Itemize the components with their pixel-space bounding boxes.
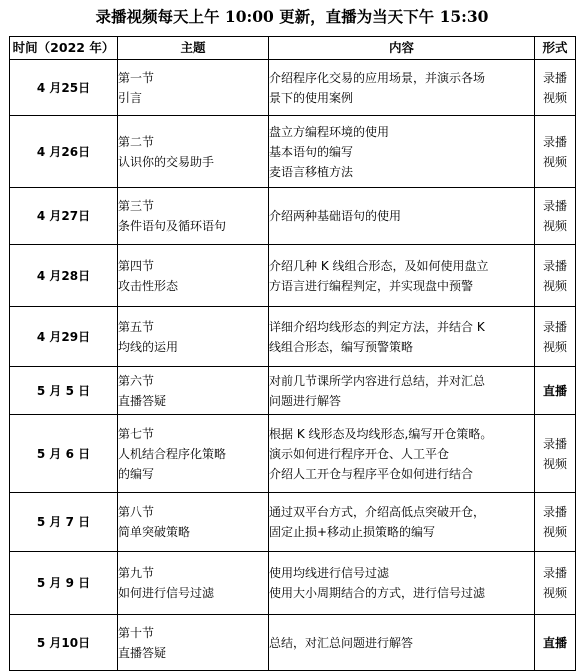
- table-body: [10, 60, 576, 671]
- table-row: [10, 307, 576, 367]
- content-cell: [269, 367, 535, 415]
- format-line: 录播: [542, 258, 567, 273]
- content-line: 固定止损+移动止损策略的编写: [269, 525, 436, 539]
- format-line: 录播: [542, 566, 567, 580]
- header-content: 内容: [269, 37, 535, 60]
- topic-cell: [118, 307, 269, 367]
- topic-line: 均线的运用: [118, 339, 179, 354]
- topic-line: 直播答疑: [118, 393, 167, 408]
- content-line: 演示如何进行程序开仓、人工平仓: [269, 446, 450, 461]
- topic-line: 简单突破策略: [118, 525, 191, 539]
- date-cell: 4 月26日: [10, 116, 118, 188]
- topic-cell: [118, 367, 269, 415]
- content-line: 问题进行解答: [269, 393, 342, 408]
- topic-line: 引言: [118, 90, 143, 105]
- content-cell: [269, 116, 535, 188]
- topic-cell: [118, 615, 269, 671]
- format-line: 视频: [542, 456, 567, 471]
- content-line: 对前几节课所学内容进行总结，并对汇总: [269, 373, 486, 388]
- content-line: 景下的使用案例: [269, 90, 354, 105]
- topic-line: 第一节: [118, 70, 155, 85]
- content-line: 基本语句的编写: [269, 144, 354, 159]
- topic-line: 第八节: [118, 505, 155, 519]
- format-cell: [535, 367, 576, 415]
- format-cell: [535, 493, 576, 552]
- format-line: 录播: [542, 199, 567, 213]
- content-line: 麦语言移植方法: [269, 164, 354, 179]
- header-topic: 主题: [118, 37, 269, 60]
- date-cell: 4 月28日: [10, 245, 118, 307]
- page-title: 录播视频每天上午 10:00 更新，直播为当天下午 15:30: [95, 7, 489, 26]
- table-header-row: [10, 37, 576, 60]
- format-cell: [535, 188, 576, 245]
- format-line: 视频: [542, 278, 567, 293]
- topic-line: 第九节: [118, 566, 155, 580]
- format-cell: [535, 245, 576, 307]
- format-line: 视频: [542, 525, 567, 539]
- topic-line: 第五节: [118, 319, 155, 334]
- topic-line: 第二节: [118, 134, 155, 149]
- topic-line: 直播答疑: [118, 645, 167, 660]
- topic-cell: [118, 493, 269, 552]
- topic-cell: [118, 116, 269, 188]
- format-line: 视频: [542, 154, 567, 169]
- date-cell: 5 月 9 日: [10, 552, 118, 615]
- content-cell: [269, 60, 535, 116]
- topic-cell: [118, 415, 269, 493]
- content-line: 线组合形态，编写预警策略: [269, 339, 414, 354]
- format-cell: [535, 415, 576, 493]
- topic-line: 人机结合程序化策略: [118, 446, 227, 461]
- content-line: 使用大小周期结合的方式，进行信号过滤: [269, 586, 486, 600]
- topic-line: 如何进行信号过滤: [118, 586, 215, 600]
- format-cell: [535, 552, 576, 615]
- table-row: [10, 60, 576, 116]
- content-line: 通过双平台方式，介绍高低点突破开仓，: [269, 505, 486, 519]
- format-line: 录播: [542, 436, 567, 451]
- content-line: 介绍人工开仓与程序平仓如何进行结合: [269, 466, 474, 481]
- table-row: [10, 188, 576, 245]
- date-cell: 5 月 7 日: [10, 493, 118, 552]
- content-line: 根据 K 线形态及均线形态,编写开仓策略。: [269, 426, 493, 441]
- topic-cell: [118, 60, 269, 116]
- table-row: [10, 245, 576, 307]
- header-format: 形式: [535, 37, 576, 60]
- content-line: 介绍几种 K 线组合形态，及如何使用盘立: [269, 258, 489, 273]
- topic-line: 第四节: [118, 258, 155, 273]
- content-line: 介绍程序化交易的应用场景，并演示各场: [269, 70, 486, 85]
- content-cell: [269, 615, 535, 671]
- format-line: 直播: [542, 635, 567, 650]
- topic-cell: [118, 552, 269, 615]
- content-line: 详细介绍均线形态的判定方法，并结合 K: [269, 319, 485, 334]
- content-cell: [269, 188, 535, 245]
- format-line: 录播: [542, 134, 567, 149]
- table-row: [10, 615, 576, 671]
- format-line: 录播: [542, 505, 567, 519]
- date-cell: 4 月25日: [10, 60, 118, 116]
- header-time: 时间（2022 年）: [10, 37, 118, 60]
- content-line: 介绍两种基础语句的使用: [269, 209, 402, 223]
- topic-cell: [118, 188, 269, 245]
- content-line: 方语言进行编程判定，并实现盘中预警: [269, 278, 474, 293]
- content-cell: [269, 493, 535, 552]
- content-cell: [269, 415, 535, 493]
- table-row: [10, 367, 576, 415]
- date-cell: 4 月29日: [10, 307, 118, 367]
- date-cell: 5 月10日: [10, 615, 118, 671]
- format-line: 直播: [542, 383, 567, 398]
- table-row: [10, 116, 576, 188]
- schedule-table: [9, 36, 576, 671]
- content-line: 盘立方编程环境的使用: [269, 124, 390, 139]
- topic-line: 第六节: [118, 373, 155, 388]
- format-line: 视频: [542, 586, 567, 600]
- format-line: 视频: [542, 90, 567, 105]
- table-row: [10, 552, 576, 615]
- topic-cell: [118, 245, 269, 307]
- content-line: 总结，对汇总问题进行解答: [269, 635, 414, 650]
- format-cell: [535, 307, 576, 367]
- content-cell: [269, 307, 535, 367]
- format-line: 视频: [542, 219, 567, 233]
- format-line: 录播: [542, 70, 567, 85]
- topic-line: 的编写: [118, 466, 155, 481]
- format-cell: [535, 60, 576, 116]
- content-cell: [269, 245, 535, 307]
- format-line: 视频: [542, 339, 567, 354]
- format-cell: [535, 615, 576, 671]
- topic-line: 第三节: [118, 199, 155, 213]
- format-line: 录播: [542, 319, 567, 334]
- topic-line: 条件语句及循环语句: [118, 219, 227, 233]
- topic-line: 第十节: [118, 625, 155, 640]
- table-row: [10, 493, 576, 552]
- date-cell: 5 月 6 日: [10, 415, 118, 493]
- content-line: 使用均线进行信号过滤: [269, 566, 390, 580]
- date-cell: 5 月 5 日: [10, 367, 118, 415]
- date-cell: 4 月27日: [10, 188, 118, 245]
- topic-line: 第七节: [118, 426, 155, 441]
- format-cell: [535, 116, 576, 188]
- content-cell: [269, 552, 535, 615]
- topic-line: 攻击性形态: [118, 278, 179, 293]
- table-row: [10, 415, 576, 493]
- topic-line: 认识你的交易助手: [118, 154, 215, 169]
